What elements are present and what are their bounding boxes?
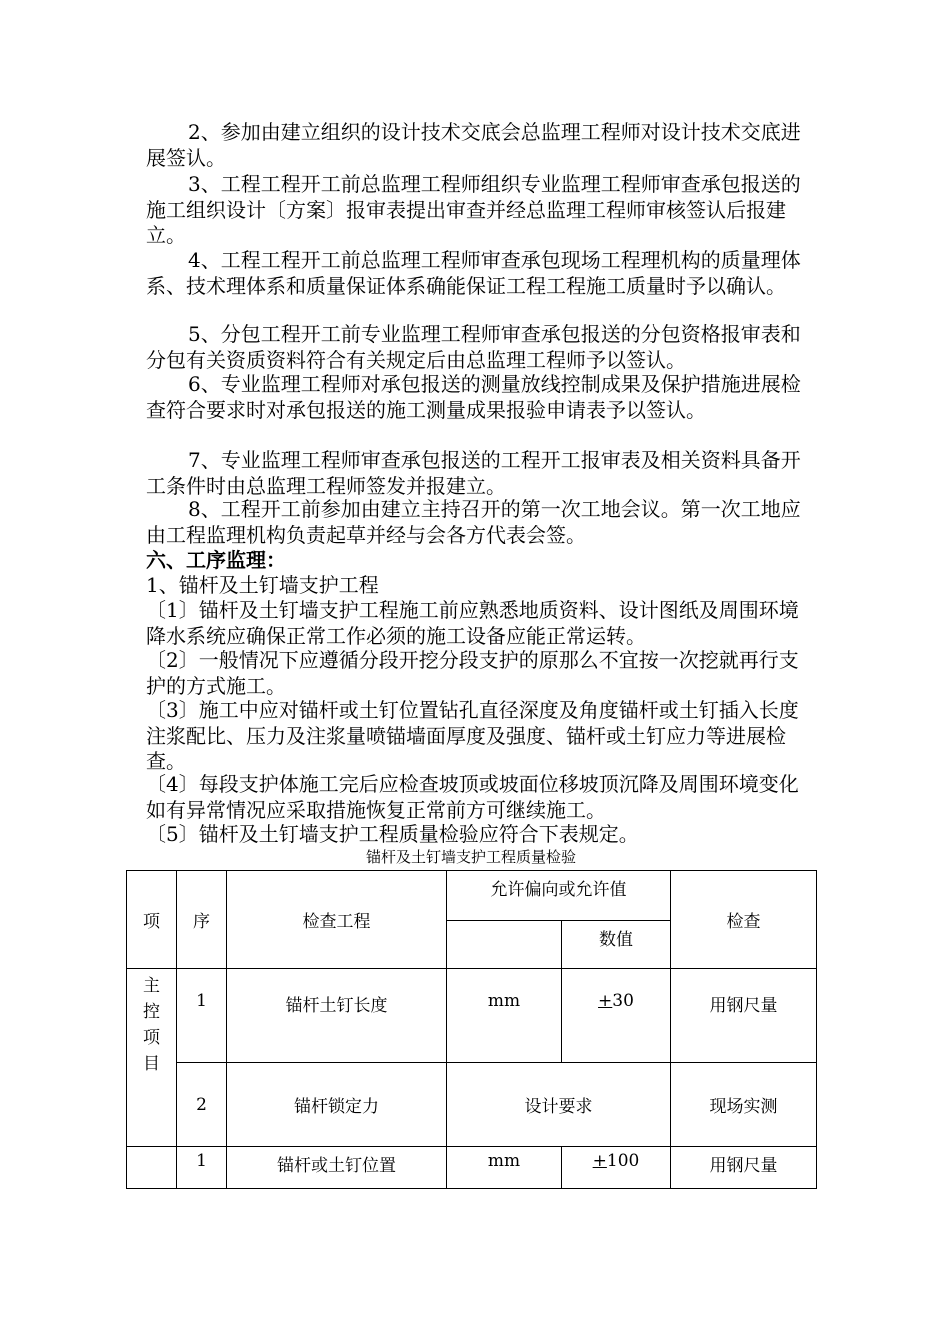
main-control-label-cell <box>127 969 177 1147</box>
row-method: 现场实测 <box>671 1063 817 1147</box>
row-name: 锚杆或土钉位置 <box>227 1147 447 1189</box>
subsection-heading: 1、锚杆及土钉墙支护工程 <box>146 573 379 597</box>
row-unit: mm <box>447 1147 562 1189</box>
item-5: 〔5〕锚杆及土钉墙支护工程质量检验应符合下表规定。 <box>146 822 639 846</box>
item-1: 〔1〕锚杆及土钉墙支护工程施工前应熟悉地质资料、设计图纸及周围环境降水系统应确保正常工作必须的施工设备应能正常运转。 <box>146 598 799 648</box>
table-row <box>127 969 817 1063</box>
table-row <box>127 1063 817 1147</box>
paragraph-3: 3、工程工程开工前总监理工程师组织专业监理工程师审查承包报送的施工组织设计〔方案〕报审表提出审查并经总监理工程师审核签认后报建立。 <box>146 172 801 247</box>
row-value-cell <box>562 1147 671 1189</box>
row-seq: 2 <box>177 1063 227 1147</box>
paragraph-7: 7、专业监理工程师审查承包报送的工程开工报审表及相关资料具备开工条件时由总监理工程师签发并报建立。 <box>146 448 801 498</box>
header-value: 数值 <box>562 921 671 969</box>
row-value: 100 <box>606 1151 640 1171</box>
item-4: 〔4〕每段支护体施工完后应检查坡顶或坡面位移坡顶沉降及周围环境变化如有异常情况应采取措施恢复正常前方可继续施工。 <box>146 772 799 822</box>
paragraph-8: 8、工程开工前参加由建立主持召开的第一次工地会议。第一次工地应由工程监理机构负责起草并经与会各方代表会签。 <box>146 497 801 547</box>
row-unit: mm <box>447 969 562 1063</box>
table-caption: 锚杆及土钉墙支护工程质量检验 <box>365 848 576 866</box>
header-method: 检查 <box>671 871 817 969</box>
plus-minus-sign: + <box>598 991 613 1011</box>
row-seq: 1 <box>177 969 227 1063</box>
row-seq: 1 <box>177 1147 227 1189</box>
main-control-label: 主控项目 <box>143 976 160 1074</box>
row-method: 用钢尺量 <box>671 969 817 1063</box>
plus-minus-sign: + <box>592 1151 607 1171</box>
row-name: 锚杆锁定力 <box>227 1063 447 1147</box>
item-2: 〔2〕一般情况下应遵循分段开挖分段支护的原那么不宜按一次挖就再行支护的方式施工。 <box>146 648 799 698</box>
header-unit <box>447 921 562 969</box>
paragraph-5: 5、分包工程开工前专业监理工程师审查承包报送的分包资格报审表和分包有关资质资料符合有关规定后由总监理工程师予以签认。 <box>146 322 801 372</box>
paragraph-2: 2、参加由建立组织的设计技术交底会总监理工程师对设计技术交底进展签认。 <box>146 120 801 170</box>
header-allowance: 允许偏向或允许值 <box>447 871 671 921</box>
row-name: 锚杆土钉长度 <box>227 969 447 1063</box>
row-group-empty <box>127 1147 177 1189</box>
header-check-item: 检查工程 <box>227 871 447 969</box>
paragraph-6: 6、专业监理工程师对承包报送的测量放线控制成果及保护措施进展检查符合要求时对承包报送的施工测量成果报验申请表予以签认。 <box>146 372 801 422</box>
table-row <box>127 1147 817 1189</box>
section-heading: 六、工序监理： <box>146 548 286 572</box>
row-method: 用钢尺量 <box>671 1147 817 1189</box>
row-value-cell <box>562 969 671 1063</box>
item-3: 〔3〕施工中应对锚杆或土钉位置钻孔直径深度及角度锚杆或土钉插入长度注浆配比、压力及注浆量喷锚墙面厚度及强度、锚杆或土钉应力等进展检查。 <box>146 698 799 773</box>
header-item: 项 <box>127 871 177 969</box>
row-value: 30 <box>612 991 634 1011</box>
row-requirement: 设计要求 <box>447 1063 671 1147</box>
header-seq: 序 <box>177 871 227 969</box>
quality-inspection-table <box>126 870 817 1189</box>
paragraph-4: 4、工程工程开工前总监理工程师审查承包现场工程理机构的质量理体系、技术理体系和质量保证体系确能保证工程工程施工质量时予以确认。 <box>146 248 801 298</box>
table-header-row <box>127 871 817 921</box>
